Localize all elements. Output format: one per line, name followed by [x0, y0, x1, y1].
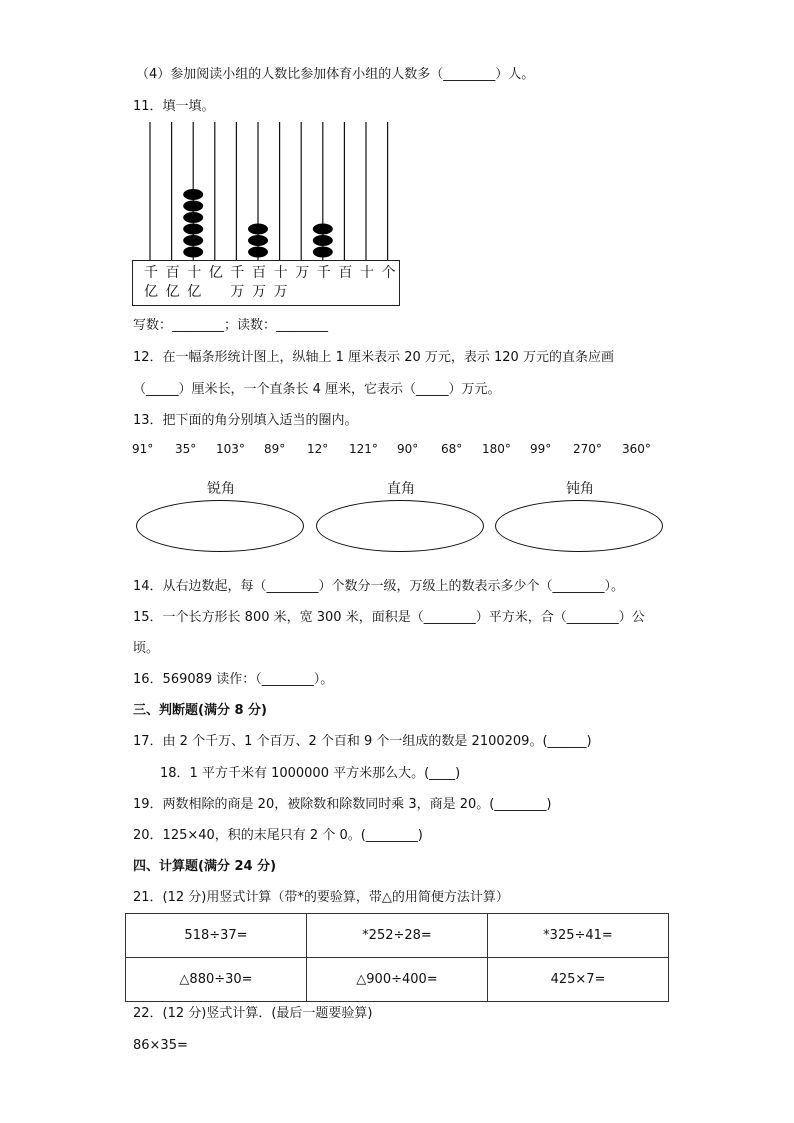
angle-value: 270° [573, 442, 602, 456]
abacus-bead [313, 224, 333, 235]
place-label: 十 [360, 265, 374, 281]
question-11-title: 11．填一填。 [133, 99, 215, 114]
angle-value: 90° [397, 442, 419, 456]
abacus-bead [183, 201, 203, 212]
circle-obtuse [495, 478, 665, 554]
angle-value: 99° [530, 442, 552, 456]
question-10-4: （4）参加阅读小组的人数比参加体育小组的人数多（________）人。 [136, 67, 535, 82]
question-15-line2: 顷。 [133, 641, 160, 656]
place-label: 千亿 [144, 265, 158, 300]
angle-value: 68° [441, 442, 463, 456]
question-15-line1: 15．一个长方形长 800 米，宽 300 米，面积是（________）平方米，合（________）公 [133, 610, 645, 625]
acute-oval [136, 500, 304, 552]
abacus-bead [183, 235, 203, 246]
question-14: 14．从右边数起，每（________）个数分一级，万级上的数表示多少个（________）。 [133, 579, 625, 594]
question-22-title: 22．(12 分)竖式计算．(最后一题要验算) [133, 1006, 373, 1021]
place-label: 万 [295, 265, 310, 281]
angle-value: 35° [175, 442, 197, 456]
question-16: 16．569089 读作：（________）。 [133, 672, 334, 687]
abacus-bead [313, 247, 333, 258]
place-label: 十亿 [187, 265, 202, 300]
angle-value: 121° [349, 442, 378, 456]
section-3-heading: 三、判断题(满分 8 分) [133, 703, 267, 718]
obtuse-oval [495, 500, 663, 552]
place-label: 百亿 [165, 265, 180, 300]
calc-cell: *325÷41= [488, 914, 669, 958]
place-label: 十万 [273, 265, 288, 300]
abacus [132, 122, 402, 308]
abacus-bead [248, 235, 268, 246]
calc-cell: 425×7= [488, 958, 669, 1002]
place-label: 千万 [230, 265, 245, 300]
calc-cell: 518÷37= [126, 914, 307, 958]
place-label: 亿 [208, 265, 223, 281]
circle-right-label: 直角 [387, 481, 415, 497]
right-oval [316, 500, 484, 552]
circle-obtuse-label: 钝角 [566, 481, 594, 497]
calc-cell: △880÷30= [126, 958, 307, 1002]
section-4-heading: 四、计算题(满分 24 分) [133, 859, 277, 874]
calc-cell: *252÷28= [307, 914, 488, 958]
angle-value: 91° [132, 442, 154, 456]
angle-value: 103° [216, 442, 245, 456]
circle-acute-label: 锐角 [207, 481, 235, 497]
question-18: 18．1 平方千米有 1000000 平方米那么大。(____) [160, 766, 461, 781]
circle-right [316, 478, 486, 554]
angle-value: 360° [622, 442, 651, 456]
place-label: 千 [316, 265, 331, 281]
abacus-bead [183, 247, 203, 258]
question-22-first: 86×35= [133, 1038, 188, 1053]
abacus-bead [313, 235, 333, 246]
abacus-bead [183, 224, 203, 235]
abacus-place-labels [132, 260, 400, 306]
question-12-line1: 12．在一幅条形统计图上，纵轴上 1 厘米表示 20 万元，表示 120 万元的直条应画 [133, 350, 614, 365]
table-row [126, 914, 669, 958]
calculation-table [125, 913, 669, 1002]
question-13-title: 13．把下面的角分别填入适当的圈内。 [133, 413, 358, 428]
circle-acute [136, 478, 306, 554]
question-12-line2: （_____）厘米长，一个直条长 4 厘米，它表示（_____）万元。 [133, 382, 501, 397]
angle-value: 12° [307, 442, 329, 456]
abacus-bead [248, 247, 268, 258]
question-17: 17．由 2 个千万、1 个百万、2 个百和 9 个一组成的数是 2100209。(______) [133, 734, 592, 749]
angle-value: 89° [264, 442, 286, 456]
place-label: 百万 [252, 265, 266, 300]
question-20: 20．125×40，积的末尾只有 2 个 0。(________) [133, 828, 423, 843]
place-label: 百 [338, 265, 353, 281]
table-row [126, 958, 669, 1002]
question-21-title: 21．(12 分)用竖式计算（带*的要验算，带△的用简便方法计算） [133, 890, 509, 905]
abacus-bead [183, 212, 203, 223]
calc-cell: △900÷400= [307, 958, 488, 1002]
abacus-bead [248, 224, 268, 235]
abacus-rods [132, 122, 402, 262]
place-label: 个 [381, 265, 396, 281]
angle-value: 180° [482, 442, 511, 456]
question-19: 19．两数相除的商是 20，被除数和除数同时乘 3，商是 20。(________) [133, 797, 552, 812]
question-11-answer-line: 写数：________；读数：________ [133, 318, 329, 333]
abacus-bead [183, 189, 203, 200]
